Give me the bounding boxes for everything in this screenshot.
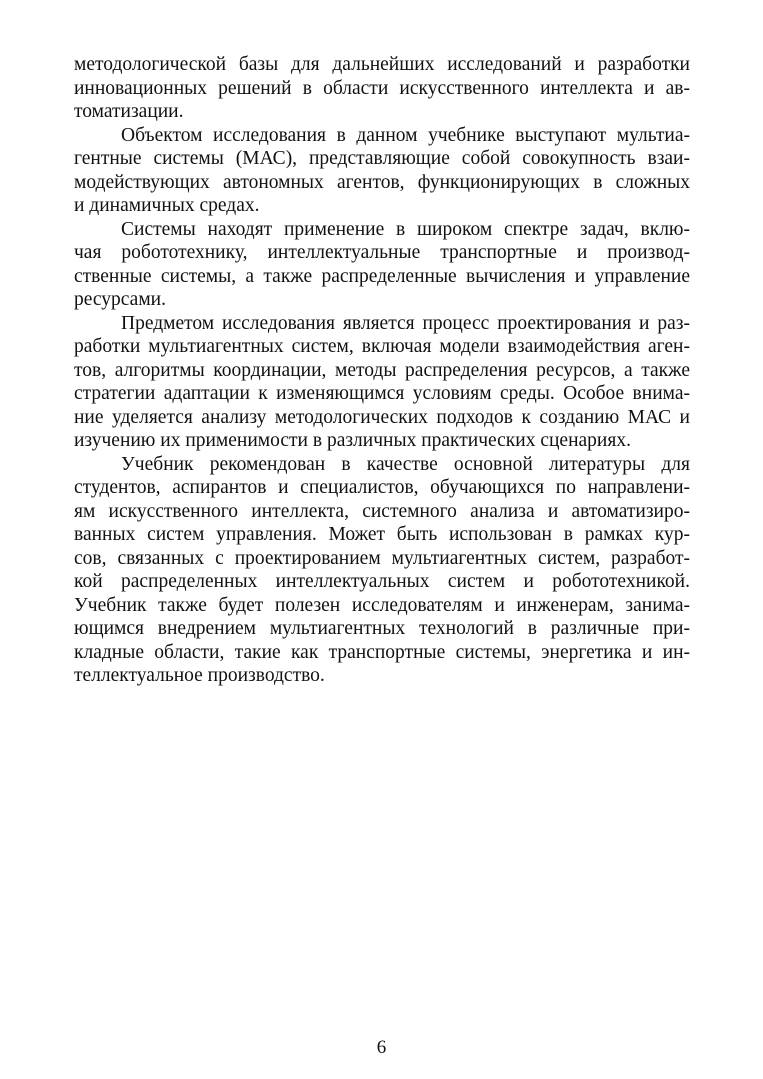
page-body xyxy=(74,53,690,688)
text-line: методологической базы для дальнейших исследований и разработки xyxy=(74,54,690,75)
text-line: ственные системы, а также распределенные вычисления и управление xyxy=(74,265,690,287)
text-line: Системы находят применение в широком спектре задач, вклю- xyxy=(121,218,690,240)
text-line: Учебник также будет полезен исследователям и инженерам, занима- xyxy=(74,594,690,616)
text-line: Объектом исследования в данном учебнике выступают мультиа- xyxy=(121,124,690,146)
text-line: ние уделяется анализу методологических подходов к созданию МАС и xyxy=(74,406,690,428)
text-line: студентов, аспирантов и специалистов, обучающихся по направлени- xyxy=(74,477,690,498)
text-line: инновационных решений в области искусственного интеллекта и ав- xyxy=(74,77,690,99)
text-line: кладные области, такие как транспортные системы, энергетика и ин- xyxy=(74,641,690,663)
text-line: работки мультиагентных систем, включая модели взаимодействия аген- xyxy=(74,336,690,357)
text-line: сов, связанных с проектированием мультиагентных систем, разработ- xyxy=(74,547,690,569)
text-line: Учебник рекомендован в качестве основной литературы для xyxy=(121,453,690,475)
text-line: модействующих автономных агентов, функционирующих в сложных xyxy=(74,171,690,193)
text-line: гентные системы (МАС), представляющие собой совокупность взаи- xyxy=(74,148,690,169)
text-line: чая робототехнику, интеллектуальные транспортные и производ- xyxy=(74,242,690,263)
text-line: томатизации. xyxy=(74,101,184,122)
page-number: 6 xyxy=(376,1037,387,1058)
text-line: тов, алгоритмы координации, методы распределения ресурсов, а также xyxy=(74,359,690,381)
text-line: и динамичных средах. xyxy=(74,195,260,216)
text-line: стратегии адаптации к изменяющимся условиям среды. Особое внима- xyxy=(74,383,690,404)
text-line: ресурсами. xyxy=(74,289,166,310)
text-line: ванных систем управления. Может быть использован в рамках кур- xyxy=(74,524,690,545)
text-line: теллектуальное производство. xyxy=(74,665,325,686)
text-line: изучению их применимости в различных практических сценариях. xyxy=(74,430,631,451)
text-line: ющимся внедрением мультиагентных технологий в различные при- xyxy=(74,618,690,639)
text-line: Предметом исследования является процесс проектирования и раз- xyxy=(121,312,690,334)
text-line: ям искусственного интеллекта, системного анализа и автоматизиро- xyxy=(74,500,690,522)
text-line: кой распределенных интеллектуальных систем и робототехникой. xyxy=(74,571,690,592)
